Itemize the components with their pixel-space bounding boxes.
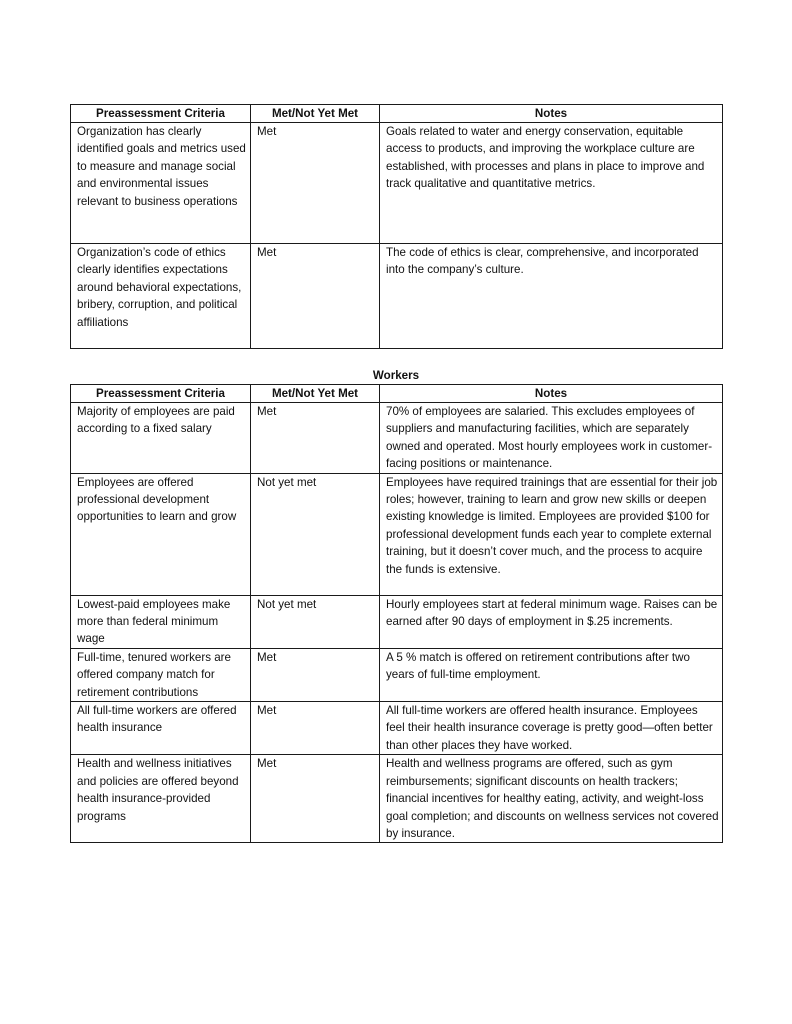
table-row xyxy=(71,473,723,595)
organization-criteria-table xyxy=(70,104,723,349)
met-status-cell: Not yet met xyxy=(251,473,380,595)
table-row xyxy=(71,123,723,244)
criteria-cell: Organization’s code of ethics clearly identifies expectations around behavioral expectations, bribery, corruption, and political affiliations xyxy=(71,244,251,349)
met-status-cell: Met xyxy=(251,403,380,474)
criteria-cell: Organization has clearly identified goals and metrics used to measure and manage social and environmental issues relevant to business operations xyxy=(71,123,251,244)
criteria-column-header: Preassessment Criteria xyxy=(71,385,251,403)
met-column-header: Met/Not Yet Met xyxy=(251,105,380,123)
met-status-cell: Met xyxy=(251,123,380,244)
table-row xyxy=(71,403,723,474)
criteria-cell: Full-time, tenured workers are offered company match for retirement contributions xyxy=(71,648,251,701)
table-header-row xyxy=(71,385,723,403)
notes-cell: Employees have required trainings that are essential for their job roles; however, training to learn and grow new skills or deepen existing knowledge is limited. Employees are provided $100 for professional development funds each year to complete external training, but it doesn’t cover much, and the process to acquire the funds is extensive. xyxy=(380,473,723,595)
met-column-header: Met/Not Yet Met xyxy=(251,385,380,403)
notes-cell: Goals related to water and energy conservation, equitable access to products, and improving the workplace culture are established, with processes and plans in place to improve and track qualitative and quantitative metrics. xyxy=(380,123,723,244)
met-status-cell: Met xyxy=(251,702,380,755)
notes-cell: 70% of employees are salaried. This excludes employees of suppliers and manufacturing facilities, which are separately owned and operated. Most hourly employees work in customer-facing positions or maintenance. xyxy=(380,403,723,474)
notes-cell: All full-time workers are offered health insurance. Employees feel their health insurance coverage is pretty good—often better than other places they have worked. xyxy=(380,702,723,755)
met-status-cell: Not yet met xyxy=(251,595,380,648)
table-row xyxy=(71,755,723,843)
notes-cell: Health and wellness programs are offered, such as gym reimbursements; significant discounts on health trackers; financial incentives for healthy eating, activity, and weight-loss goal completion; and discounts on wellness services not covered by insurance. xyxy=(380,755,723,843)
criteria-column-header: Preassessment Criteria xyxy=(71,105,251,123)
criteria-cell: Lowest-paid employees make more than federal minimum wage xyxy=(71,595,251,648)
met-status-cell: Met xyxy=(251,755,380,843)
table-row xyxy=(71,702,723,755)
notes-cell: A 5 % match is offered on retirement contributions after two years of full-time employment. xyxy=(380,648,723,701)
criteria-cell: Majority of employees are paid according to a fixed salary xyxy=(71,403,251,474)
notes-cell: The code of ethics is clear, comprehensive, and incorporated into the company’s culture. xyxy=(380,244,723,349)
table-row xyxy=(71,648,723,701)
criteria-cell: Health and wellness initiatives and policies are offered beyond health insurance-provided programs xyxy=(71,755,251,843)
table-header-row xyxy=(71,105,723,123)
table-row xyxy=(71,244,723,349)
workers-section-title: Workers xyxy=(372,369,420,382)
notes-column-header: Notes xyxy=(380,385,723,403)
table-row xyxy=(71,595,723,648)
criteria-cell: All full-time workers are offered health insurance xyxy=(71,702,251,755)
criteria-cell: Employees are offered professional development opportunities to learn and grow xyxy=(71,473,251,595)
met-status-cell: Met xyxy=(251,244,380,349)
workers-criteria-table xyxy=(70,384,723,843)
met-status-cell: Met xyxy=(251,648,380,701)
notes-column-header: Notes xyxy=(380,105,723,123)
notes-cell: Hourly employees start at federal minimum wage. Raises can be earned after 90 days of employment in $.25 increments. xyxy=(380,595,723,648)
